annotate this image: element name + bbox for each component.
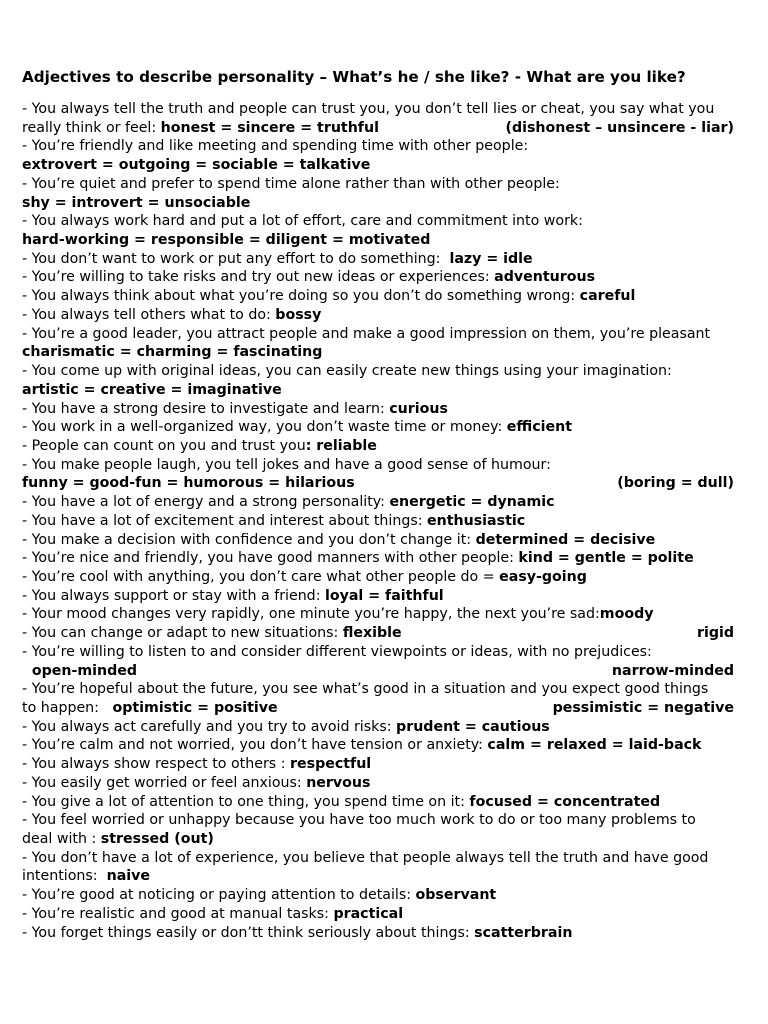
text-line: [22, 811, 734, 830]
adjective-text: enthusiastic: [427, 512, 526, 529]
adjective-text: focused = concentrated: [469, 793, 661, 810]
text-line: [22, 549, 734, 568]
adjective-text: curious: [389, 400, 448, 417]
text-line: [22, 456, 734, 475]
adjective-text: charismatic = charming = fascinating: [22, 344, 323, 361]
text-line: [22, 643, 734, 662]
description-text: - You work in a well-organized way, you don’t waste time or money:: [22, 419, 507, 436]
text-line: [22, 156, 734, 175]
text-line: [22, 662, 734, 681]
adjective-text: adventurous: [494, 269, 596, 286]
adjective-text: funny = good-fun = humorous = hilarious: [22, 475, 355, 492]
antonym-text: pessimistic = negative: [552, 700, 734, 716]
text-line: [22, 849, 734, 868]
adjective-text: bossy: [275, 306, 322, 323]
description-text: - You’re good at noticing or paying attention to details:: [22, 887, 416, 904]
description-text: - You’re friendly and like meeting and spending time with other people:: [22, 138, 529, 155]
text-line: [22, 624, 734, 643]
description-text: - You can change or adapt to new situations:: [22, 625, 343, 642]
adjective-text: respectful: [290, 756, 372, 773]
adjective-text: nervous: [306, 774, 371, 791]
description-text: - You don’t have a lot of experience, you believe that people always tell the truth and have good: [22, 849, 709, 866]
text-line: [22, 325, 734, 344]
text-line: [22, 418, 734, 437]
text-line: [22, 212, 734, 231]
description-text: - You’re calm and not worried, you don’t have tension or anxiety:: [22, 737, 488, 754]
text-line: [22, 699, 734, 718]
description-text: - You’re cool with anything, you don’t care what other people do =: [22, 568, 500, 585]
description-text: - You don’t want to work or put any effort to do something:: [22, 250, 450, 267]
description-text: - Your mood changes very rapidly, one minute you’re happy, the next you’re sad:: [22, 606, 600, 623]
description-text: - People can count on you and trust you: [22, 437, 306, 454]
text-line: [22, 100, 734, 119]
adjective-text: kind = gentle = polite: [518, 550, 694, 567]
adjective-text: prudent = cautious: [396, 718, 550, 735]
description-text: - You always work hard and put a lot of effort, care and commitment into work:: [22, 213, 583, 230]
adjective-text: hard-working = responsible = diligent = motivated: [22, 232, 431, 249]
adjective-text: energetic = dynamic: [389, 494, 555, 511]
adjective-text: scatterbrain: [474, 924, 573, 941]
text-line: [22, 905, 734, 924]
text-line: [22, 119, 734, 138]
description-text: - You have a strong desire to investigate and learn:: [22, 400, 390, 417]
text-line: [22, 381, 734, 400]
description-text: - You give a lot of attention to one thing, you spend time on it:: [22, 793, 470, 810]
description-text: - You come up with original ideas, you can easily create new things using your imagination:: [22, 363, 672, 380]
text-line: [22, 512, 734, 531]
adjective-text: practical: [333, 905, 404, 922]
adjective-text: optimistic = positive: [112, 700, 278, 716]
text-line: [22, 605, 734, 624]
text-line: [22, 755, 734, 774]
adjective-text: efficient: [506, 419, 573, 436]
text-line: [22, 774, 734, 793]
adjective-text: honest = sincere = truthful: [160, 119, 379, 136]
description-text: - You have a lot of excitement and interest about things:: [22, 512, 428, 529]
description-text: - You’re willing to listen to and consider different viewpoints or ideas, with no prejudices:: [22, 643, 652, 660]
text-line: [22, 718, 734, 737]
adjective-text: moody: [599, 606, 654, 623]
text-line: [22, 924, 734, 943]
text-line: [22, 306, 734, 325]
adjective-text: naive: [106, 868, 151, 885]
adjective-text: artistic = creative = imaginative: [22, 381, 282, 398]
adjective-text: stressed (out): [100, 831, 214, 848]
description-text: - You’re hopeful about the future, you see what’s good in a situation and you expect good things: [22, 681, 709, 698]
text-line: [22, 268, 734, 287]
adjective-text: lazy = idle: [449, 250, 533, 267]
text-line: [22, 194, 734, 213]
adjective-text: loyal = faithful: [324, 587, 444, 604]
description-text: - You have a lot of energy and a strong personality:: [22, 494, 390, 511]
text-line: [22, 474, 734, 493]
antonym-text: (boring = dull): [617, 475, 734, 492]
adjective-text: easy-going: [499, 568, 587, 585]
description-text: deal with :: [22, 831, 101, 848]
text-line: [22, 175, 734, 194]
description-text: - You’re a good leader, you attract people and make a good impression on them, you’re pleasant: [22, 325, 711, 342]
antonym-text: rigid: [696, 625, 734, 642]
page-title: Adjectives to describe personality – What’s he / she like? - What are you like?: [22, 68, 686, 86]
description-text: - You’re quiet and prefer to spend time alone rather than with other people:: [22, 175, 560, 192]
description-text: - You always show respect to others :: [22, 756, 290, 773]
antonym-text: (dishonest – unsincere - liar): [505, 119, 734, 136]
text-line: [22, 793, 734, 812]
text-line: [22, 437, 734, 456]
text-line: [22, 867, 734, 886]
text-line: [22, 587, 734, 606]
description-text: - You forget things easily or don’tt think seriously about things:: [22, 924, 475, 941]
description-text: - You always act carefully and you try to avoid risks:: [22, 718, 397, 735]
adjective-text: open-minded: [22, 662, 138, 679]
description-text: - You make a decision with confidence and you don’t change it:: [22, 531, 476, 548]
adjective-text: extrovert = outgoing = sociable = talkative: [22, 157, 371, 174]
adjective-text: determined = decisive: [475, 531, 656, 548]
entry-list: [22, 100, 734, 942]
description-text: - You always support or stay with a friend:: [22, 587, 325, 604]
text-line: [22, 493, 734, 512]
description-text: - You always tell others what to do:: [22, 306, 276, 323]
description-text: - You’re nice and friendly, you have good manners with other people:: [22, 550, 519, 567]
description-text: to happen:: [22, 700, 113, 716]
adjective-text: : reliable: [305, 437, 377, 454]
adjective-text: observant: [415, 887, 497, 904]
adjective-text: careful: [579, 288, 636, 305]
text-line: [22, 287, 734, 306]
text-line: [22, 680, 734, 699]
text-line: [22, 250, 734, 269]
text-line: [22, 568, 734, 587]
text-line: [22, 400, 734, 419]
description-text: - You feel worried or unhappy because you have too much work to do or too many problems to: [22, 812, 696, 829]
description-text: - You easily get worried or feel anxious:: [22, 774, 307, 791]
antonym-text: narrow-minded: [611, 662, 734, 679]
text-line: [22, 736, 734, 755]
text-line: [22, 137, 734, 156]
description-text: - You make people laugh, you tell jokes and have a good sense of humour:: [22, 456, 551, 473]
text-line: [22, 531, 734, 550]
text-line: [22, 830, 734, 849]
text-line: [22, 886, 734, 905]
description-text: really think or feel:: [22, 119, 161, 136]
description-text: intentions:: [22, 868, 107, 885]
adjective-text: calm = relaxed = laid-back: [487, 737, 702, 754]
text-line: [22, 343, 734, 362]
adjective-text: shy = introvert = unsociable: [22, 194, 251, 211]
text-line: [22, 362, 734, 381]
adjective-text: flexible: [342, 625, 402, 642]
description-text: - You’re realistic and good at manual tasks:: [22, 905, 334, 922]
text-line: [22, 231, 734, 250]
description-text: - You always tell the truth and people can trust you, you don’t tell lies or cheat, you say what you: [22, 101, 715, 117]
description-text: - You always think about what you’re doing so you don’t do something wrong:: [22, 288, 580, 305]
description-text: - You’re willing to take risks and try out new ideas or experiences:: [22, 269, 495, 286]
